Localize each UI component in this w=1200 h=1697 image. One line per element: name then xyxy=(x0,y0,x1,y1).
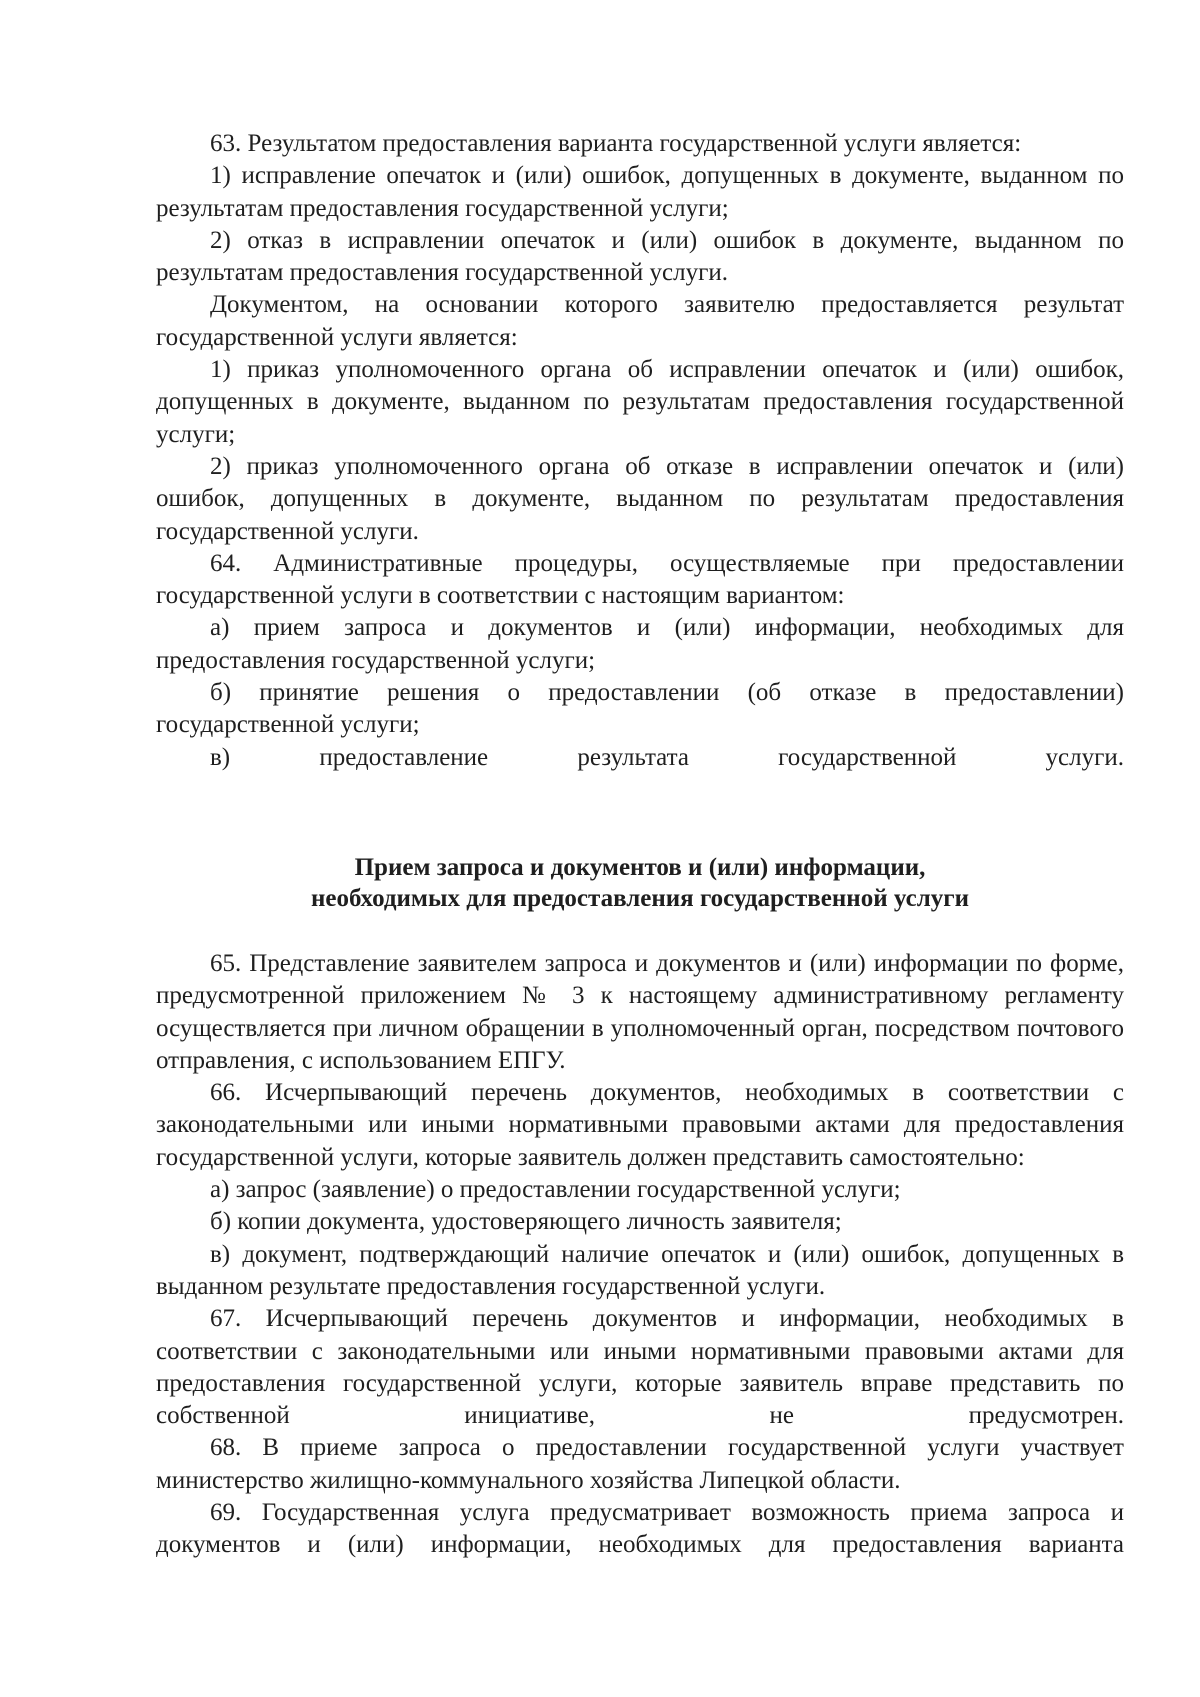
heading-line-1: Прием запроса и документов и (или) информации, xyxy=(354,854,926,881)
paragraph-63-doc-2: 2) приказ уполномоченного органа об отказе в исправлении опечаток и (или) ошибок, допущенных в документе, выданном по результатам предоставления государственной услуги. xyxy=(156,452,1124,545)
paragraph-63-doc-intro: Документом, на основании которого заявителю предоставляется результат государственной услуги является: xyxy=(156,291,1124,351)
paragraph-67: 67. Исчерпывающий перечень документов и информации, необходимых в соответствии с законодательными или иными нормативными правовыми актами для предоставления государственной услуги, которые заявитель вправе представить по собственной инициативе, не предусмотрен. xyxy=(156,1305,1124,1430)
paragraph-63-intro: 63. Результатом предоставления варианта государственной услуги является: xyxy=(210,130,1022,157)
paragraph-66-item-a: а) запрос (заявление) о предоставлении государственной услуги; xyxy=(210,1176,901,1204)
paragraph-63-item-2: 2) отказ в исправлении опечаток и (или) ошибок в документе, выданном по результатам предоставления государственной услуги. xyxy=(156,226,1124,287)
paragraph-68: 68. В приеме запроса о предоставлении государственной услуги участвует министерство жилищно-коммунального хозяйства Липецкой области. xyxy=(156,1434,1124,1494)
paragraph-66-intro: 66. Исчерпывающий перечень документов, необходимых в соответствии с законодательными или иными нормативными правовыми актами для предоставления государственной услуги, которые заявитель должен представить самостоятельно: xyxy=(156,1079,1124,1171)
paragraph-65: 65. Представление заявителем запроса и документов и (или) информации по форме, предусмотренной приложением № 3 к настоящему административному регламенту осуществляется при личном обращении в уполномоченный орган, посредством почтового отправления, с использованием ЕПГУ. xyxy=(156,950,1124,1074)
paragraph-64-item-a: а) прием запроса и документов и (или) информации, необходимых для предоставления государственной услуги; xyxy=(156,614,1124,674)
paragraph-66-item-v: в) документ, подтверждающий наличие опечаток и (или) ошибок, допущенных в выданном результате предоставления государственной услуги. xyxy=(156,1240,1124,1300)
paragraph-69: 69. Государственная услуга предусматривает возможность приема запроса и документов и (или) информации, необходимых для предоставления варианта xyxy=(156,1499,1124,1559)
paragraph-66-item-b: б) копии документа, удостоверяющего личность заявителя; xyxy=(210,1208,842,1236)
paragraph-64-intro: 64. Административные процедуры, осуществляемые при предоставлении государственной услуги в соответствии с настоящим вариантом: xyxy=(156,549,1124,610)
paragraph-63-item-1: 1) исправление опечаток и (или) ошибок, допущенных в документе, выданном по результатам предоставления государственной услуги; xyxy=(156,162,1124,222)
paragraph-64-item-v: в) предоставление результата государственной услуги. xyxy=(210,743,1124,771)
section-heading xyxy=(156,852,1124,914)
paragraph-63-doc-1: 1) приказ уполномоченного органа об исправлении опечаток и (или) ошибок, допущенных в документе, выданном по результатам предоставления государственной услуги; xyxy=(156,356,1124,448)
body-text-lower xyxy=(156,948,1124,1562)
body-text-upper xyxy=(156,128,1124,774)
heading-line-2: необходимых для предоставления государственной услуги xyxy=(311,885,969,912)
paragraph-64-item-b: б) принятие решения о предоставлении (об отказе в предоставлении) государственной услуги; xyxy=(156,679,1124,739)
